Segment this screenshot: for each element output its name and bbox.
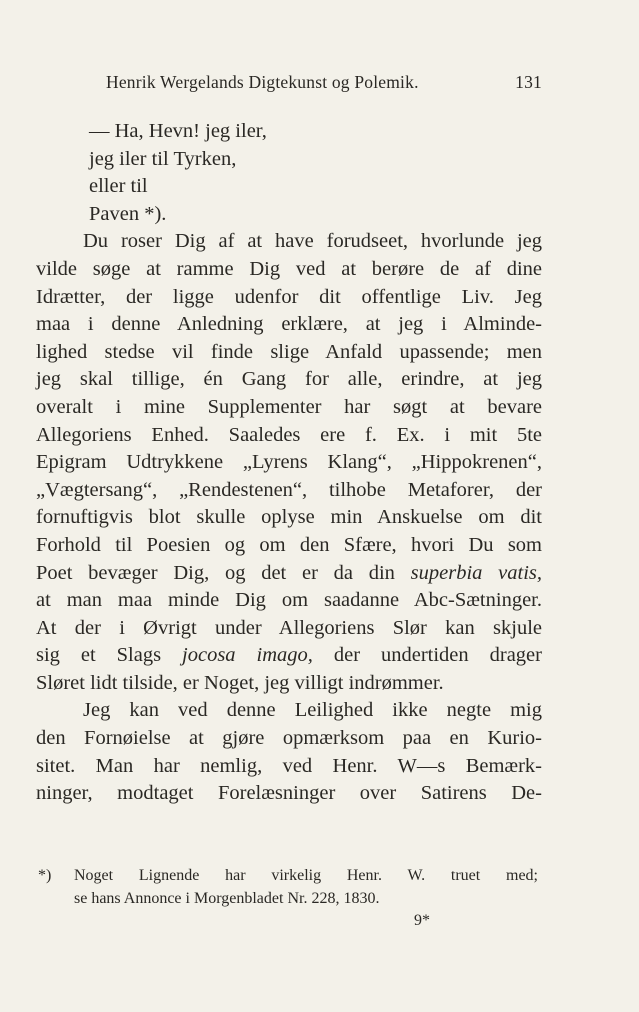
footnote-line [38, 864, 538, 887]
poem-quote [36, 118, 542, 228]
text-line: Idrætter, der ligge udenfor dit offentlige Liv. Jeg [36, 285, 542, 308]
text-line: jeg skal tillige, én Gang for alle, erindre, at jeg [36, 368, 542, 391]
italic-phrase: superbia vatis, [410, 561, 542, 584]
running-title: Henrik Wergelands Digtekunst og Polemik. [106, 72, 419, 92]
text-line: Sløret lidt tilside, er Noget, jeg villigt indrømmer. [36, 671, 444, 694]
text-segment: Poet bevæger Dig, og det er da din [36, 561, 411, 584]
paragraph-1 [36, 228, 542, 697]
text-line: Allegoriens Enhed. Saaledes ere f. Ex. i mit 5te [36, 423, 542, 446]
text-line: vilde søge at ramme Dig ved at berøre de af dine [36, 257, 542, 280]
poem-line: eller til [89, 175, 148, 198]
poem-line: jeg iler til Tyrken, [89, 147, 237, 170]
text-segment: der undertiden drager [312, 644, 542, 667]
text-line: „Vægtersang“, „Rendestenen“, tilhobe Metaforer, der [36, 478, 542, 501]
text-line: Du roser Dig af at have forudseet, hvorlunde jeg [83, 230, 542, 253]
italic-phrase: jocosa imago, [182, 644, 313, 667]
text-line: overalt i mine Supplementer har søgt at bevare [36, 395, 542, 418]
footnote-text: Noget Lignende har virkelig Henr. W. truet med; [74, 867, 538, 884]
text-line: At der i Øvrigt under Allegoriens Slør kan skjule [36, 616, 542, 639]
text-segment: sig et Slags [36, 644, 183, 667]
text-line: ninger, modtaget Forelæsninger over Satirens De- [36, 782, 542, 805]
signature-mark: 9* [414, 912, 430, 929]
footnote [38, 864, 538, 910]
text-line: den Fornøielse at gjøre opmærksom paa en Kurio- [36, 727, 542, 750]
text-line: lighed stedse vil finde slige Anfald upassende; men [36, 340, 542, 363]
text-line: Forhold til Poesien og om den Sfære, hvori Du som [36, 533, 542, 556]
text-line: Epigram Udtrykkene „Lyrens Klang“, „Hippokrenen“, [36, 451, 542, 474]
text-line: Jeg kan ved denne Leilighed ikke negte mig [83, 699, 542, 722]
poem-line: Paven *). [89, 202, 167, 225]
text-line [36, 642, 542, 670]
poem-line: — Ha, Hevn! jeg iler, [89, 120, 267, 142]
paragraph-2 [36, 697, 542, 807]
text-line: at man maa minde Dig om saadanne Abc-Sætninger. [36, 589, 542, 612]
text-body [36, 118, 542, 808]
text-line [36, 560, 542, 588]
text-line: fornuftigvis blot skulle oplyse min Anskuelse om dit [36, 506, 542, 529]
text-line: maa i denne Anledning erklære, at jeg i Alminde- [36, 313, 542, 336]
text-line: sitet. Man har nemlig, ved Henr. W—s Bemærk- [36, 754, 542, 777]
footnote-mark: *) [38, 867, 52, 884]
page-number: 131 [515, 72, 542, 92]
footnote-line: se hans Annonce i Morgenbladet Nr. 228, 1830. [74, 890, 380, 907]
